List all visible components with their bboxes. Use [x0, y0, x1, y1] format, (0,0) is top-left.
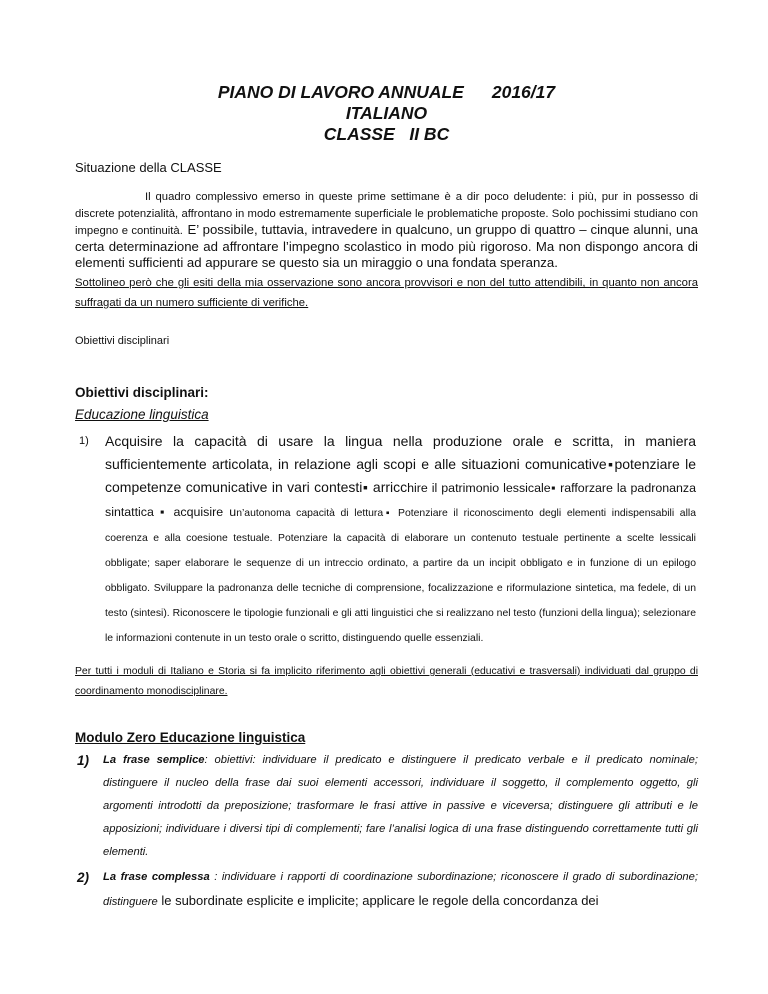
- module-heading: Modulo Zero Educazione linguistica: [75, 730, 306, 745]
- situation-label: Situazione della CLASSE: [75, 160, 222, 175]
- objective-item-number: 1): [79, 435, 89, 447]
- title-main: PIANO DI LAVORO ANNUALE: [217, 82, 464, 102]
- situation-note: Sottolineo però che gli esiti della mia osservazione sono ancora provvisori e non del tutto attendibili, in quanto non ancora suffragati da un numero sufficiente di verifiche.: [75, 277, 698, 309]
- title-class: CLASSE II BC: [323, 124, 450, 144]
- objectives-heading: Obiettivi disciplinari:: [75, 385, 209, 400]
- objectives-small-label: Obiettivi disciplinari: [75, 335, 170, 347]
- module-item-number: 1): [77, 753, 90, 768]
- module-item-text: [103, 749, 698, 864]
- module-item: [75, 866, 698, 914]
- situation-text-small: Il quadro complessivo emerso in queste prime settimane è a dir poco deludente: i più, pur in possesso di discrete potenzialità, affrontano in modo estremamente superficiale le problematiche proposte. Solo pochissimi studiano con impegno e continuità.: [75, 191, 698, 237]
- module-item-text: [103, 866, 698, 914]
- module-item-title: La frase semplice: [103, 754, 205, 766]
- title-line-1: [75, 82, 698, 103]
- module-item-title: La frase complessa: [103, 871, 210, 883]
- title-year: 2016/17: [491, 82, 556, 102]
- module-item-number: 2): [77, 870, 90, 885]
- situation-text-large: E’ possibile, tuttavia, intravedere in qualcuno, un gruppo di quattro – cinque alunni, una certa determinazione ad affrontare l’impegno scolastico in modo più rigoroso. Ma non dispongo ancora di elementi sufficienti ad appurare se questo sia un miraggio o una fondata speranza.: [75, 222, 698, 270]
- title-subject: ITALIANO: [345, 103, 428, 123]
- module-item: [75, 749, 698, 864]
- module-item-body: : individuare i rapporti di coordinazione subordinazione; riconoscere il grado di subordinazione; distinguere: [103, 871, 698, 908]
- objective-item-1: [75, 430, 698, 650]
- objective-text-large: Acquisire la capacità di usare la lingua nella produzione orale e scritta, in maniera sufficientemente articolata, in relazione agli scopi e alle situazioni comunicative▪potenziare le competenze comunicative in vari contesti▪ arricc: [105, 433, 696, 495]
- module-item-body-tail: le subordinate esplicite e implicite; applicare le regole della concordanza dei: [157, 893, 599, 908]
- module-item-body: : obiettivi: individuare il predicato e distinguere il predicato verbale e il predicato nominale; distinguere il nucleo della frase dai suoi elementi accessori, individuare il soggetto, il complemento oggetto, gli argomenti introdotti da preposizione; trasformare le frasi attive in passive e viceversa; distinguere gli attributi e le apposizioni; individuare i diversi tipi di complementi; fare l’analisi logica di una frase distinguendo correttamente tutti gli elementi.: [103, 754, 698, 858]
- general-reference-note: Per tutti i moduli di Italiano e Storia si fa implicito riferimento agli obiettivi generali (educativi e trasversali) individuati dal gruppo di coordinamento monodisciplinare.: [75, 666, 698, 697]
- situation-paragraph: [75, 188, 698, 271]
- objective-text-small: n’autonoma capacità di lettura▪ Potenziare il riconoscimento degli elementi indispensabili alla coerenza e alla coesione testuale. Potenziare la capacità di elaborare un contenuto testuale pertinente a scelte lessicali obbligate; saper elaborare le sequenze di un intreccio ordinato, a partire da un incipit obbligato e in funzione di un epilogo obbligato. Sviluppare la padronanza delle tecniche di comprensione, focalizzazione e riformulazione sintetica, ma fedele, di un testo (sintesi). Riconoscere le tipologie funzionali e gli atti linguistici che si realizzano nel testo (funzioni della lingua); selezionare le informazioni contenute in un testo orale o scritto, distinguendo quelle essenziali.: [105, 508, 696, 644]
- objectives-subheading: Educazione linguistica: [75, 407, 209, 422]
- document-title: [75, 82, 698, 145]
- objective-item-text: [105, 430, 696, 650]
- objective-text-mid: hire il patrimonio lessicale▪ rafforzare la padronanza sintattica ▪ acquisire u: [105, 481, 696, 519]
